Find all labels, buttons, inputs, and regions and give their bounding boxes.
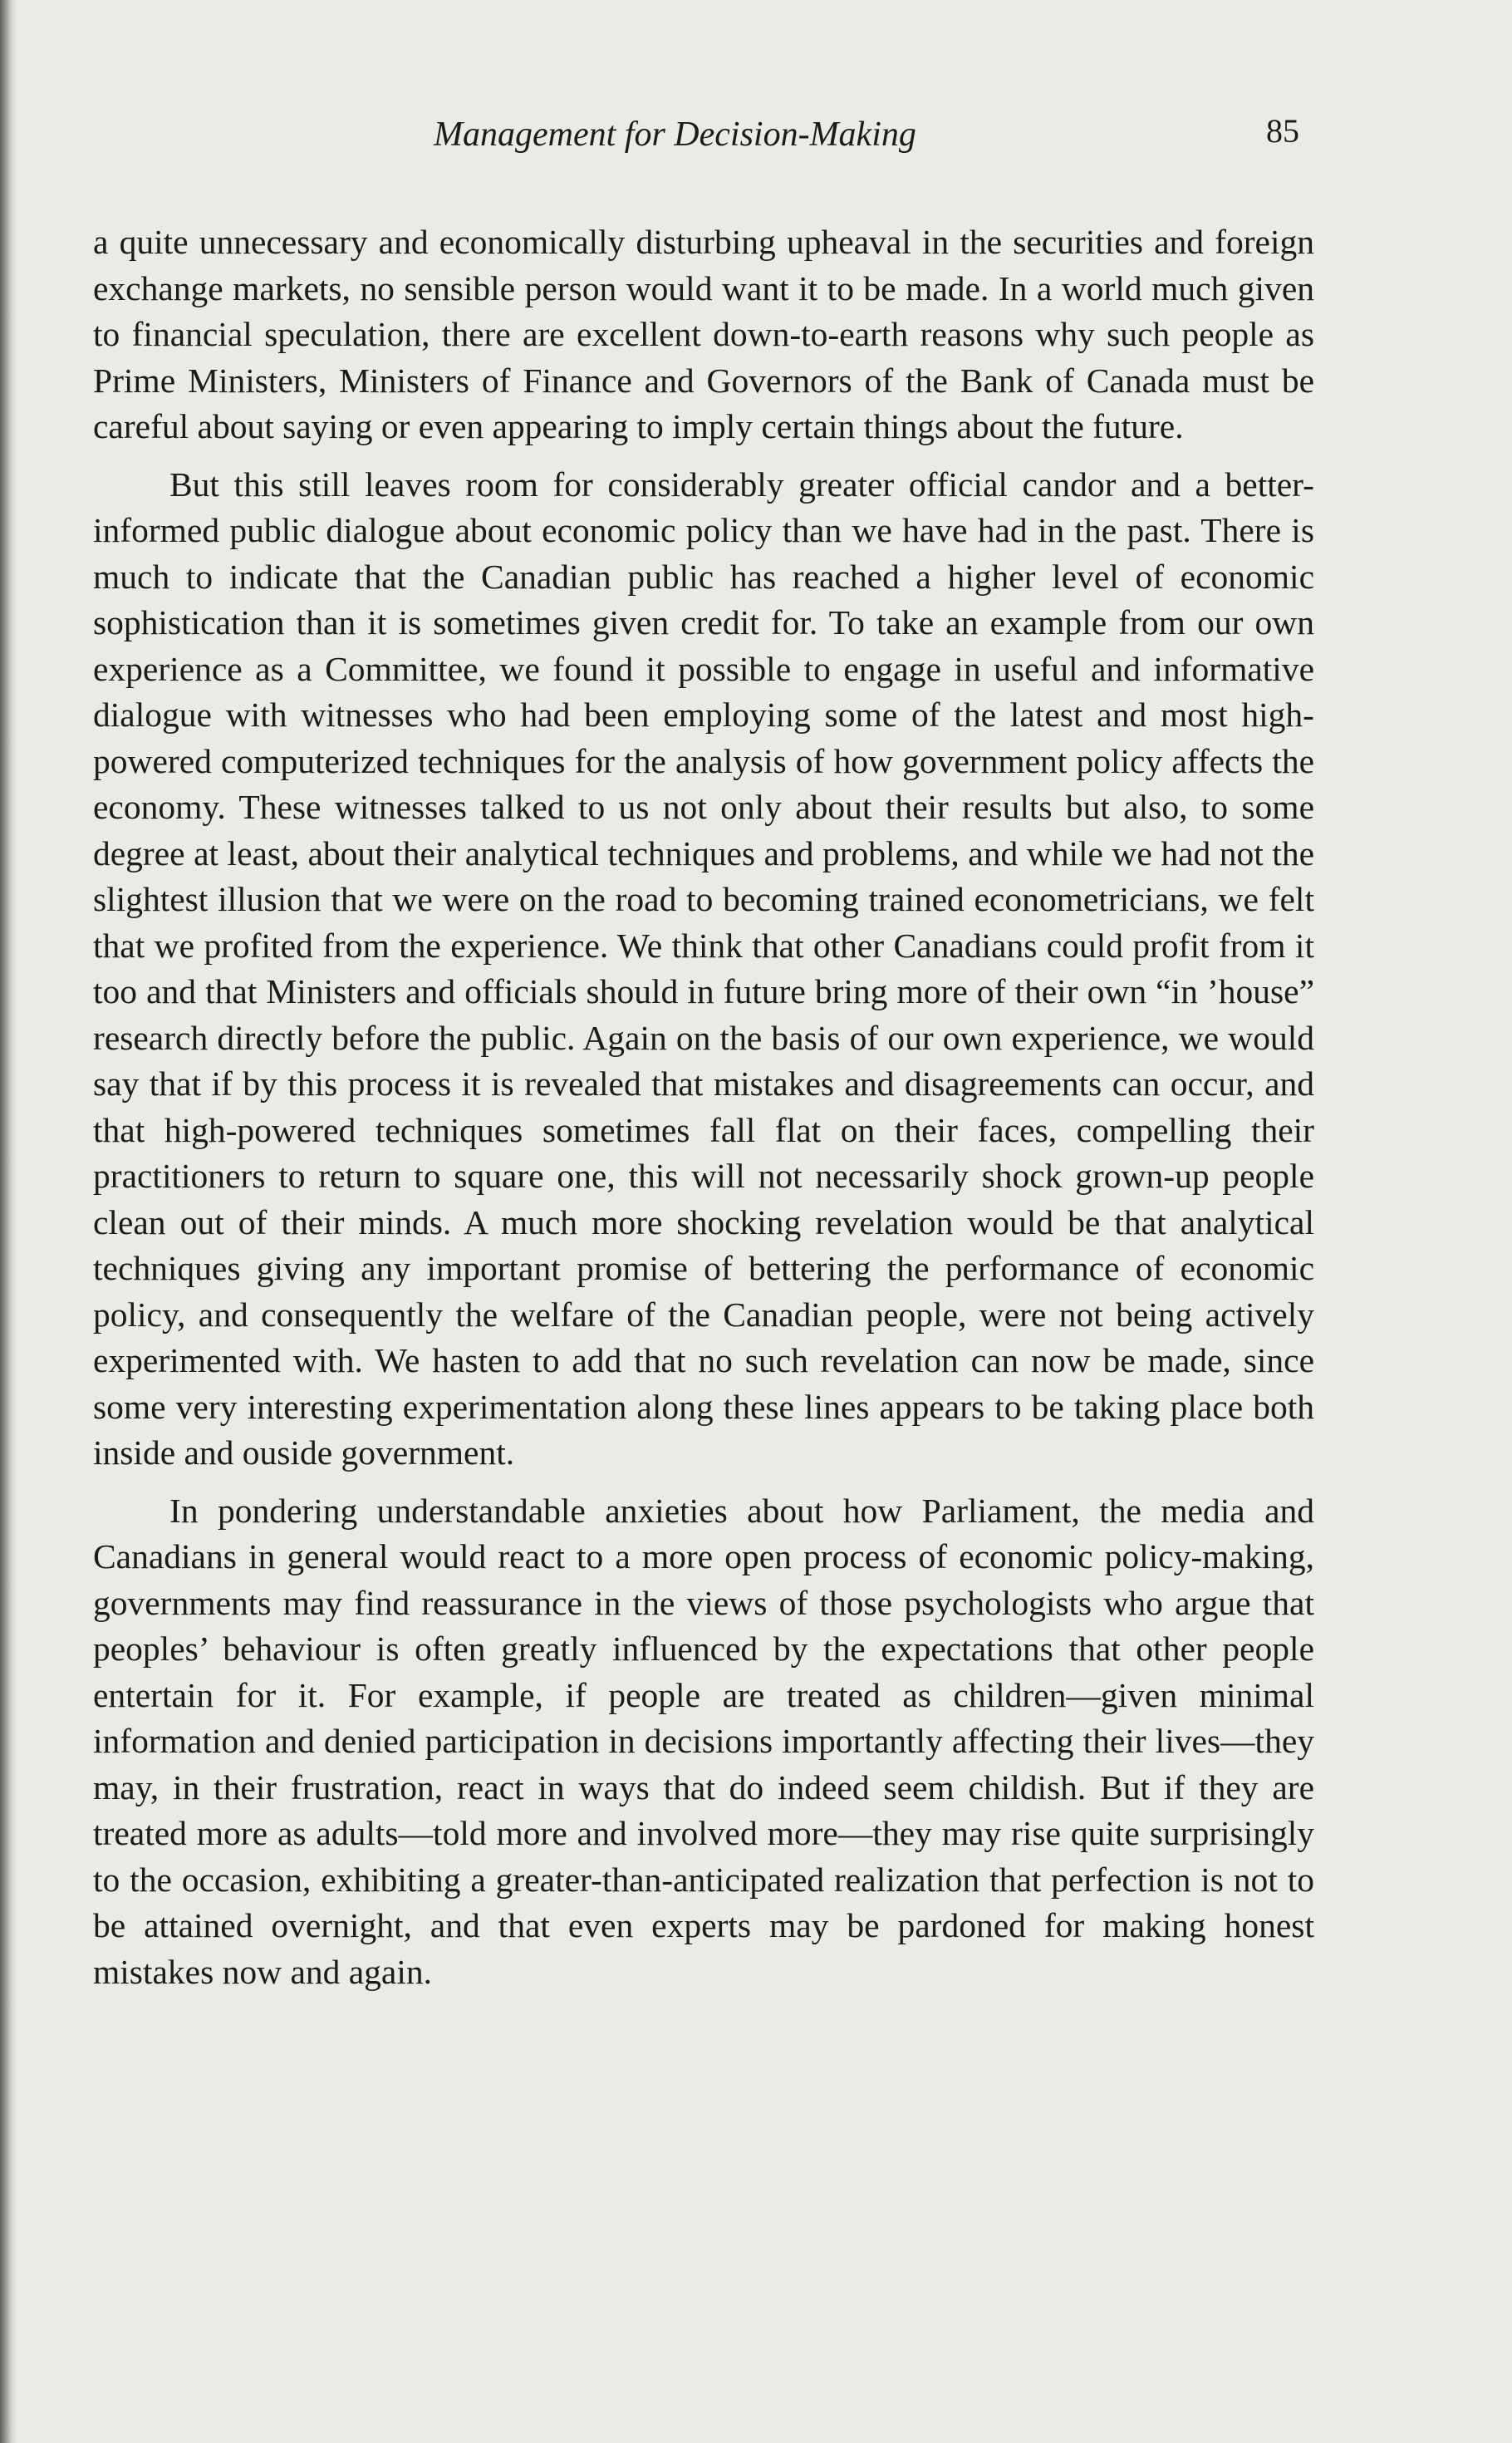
paragraph-candor: But this still leaves room for considerably greater official candor and a better-informed public dialogue about economic policy than we have had in the past. There is much to indicate that the Canadian public has reached a higher level of economic sophistication than it is sometimes given credit for. To take an example from our own experience as a Committee, we found it possible to engage in useful and informative dialogue with witnesses who had been employing some of the latest and most high-powered computerized techniques for the analysis of how government policy affects the economy. These witnesses talked to us not only about their results but also, to some degree at least, about their analytical techniques and problems, and while we had not the slightest illusion that we were on the road to becoming trained econometricians, we felt that we profited from the experience. We think that other Canadians could profit from it too and that Ministers and officials should in future bring more of their own “in ’house” research directly before the public. Again on the basis of our own experience, we would say that if by this process it is revealed that mistakes and disagreements can occur, and that high-powered techniques sometimes fall flat on their faces, compelling their practitioners to return to square one, this will not necessarily shock grown-up people clean out of their minds. A much more shocking revelation would be that analytical techniques giving any important promise of bettering the performance of economic policy, and consequently the welfare of the Canadian people, were not being actively experimented with. We hasten to add that no such revelation can now be made, since some very interesting experimentation along these lines appears to be taking place both inside and ouside government. xyxy=(93,465,1314,1472)
paragraph-continued: a quite unnecessary and economically disturbing upheaval in the securities and foreign exchange markets, no sensible person would want it to be made. In a world much given to financial speculation, there are excellent down-to-earth reasons why such people as Prime Ministers, Ministers of Finance and Governors of the Bank of Canada must be careful about saying or even appearing to imply certain things about the future. xyxy=(93,223,1314,445)
running-head xyxy=(0,110,1512,160)
page-binding-edge xyxy=(0,0,17,2443)
page-number: 85 xyxy=(1266,112,1299,150)
running-title: Management for Decision-Making xyxy=(434,116,916,154)
body-text xyxy=(93,219,1314,2007)
paragraph-reassurance: In pondering understandable anxieties about how Parliament, the media and Canadians in general would react to a more open process of economic policy-making, governments may find reassurance in the views of those psychologists who argue that peoples’ behaviour is often greatly influenced by the expectations that other people entertain for it. For example, if people are treated as children—given minimal information and denied participation in decisions importantly affecting their lives—they may, in their frustration, react in ways that do indeed seem childish. But if they are treated more as adults—told more and involved more—they may rise quite surprisingly to the occasion, exhibiting a greater-than-anticipated realization that perfection is not to be attained overnight, and that even experts may be pardoned for making honest mistakes now and again. xyxy=(93,1491,1314,1991)
